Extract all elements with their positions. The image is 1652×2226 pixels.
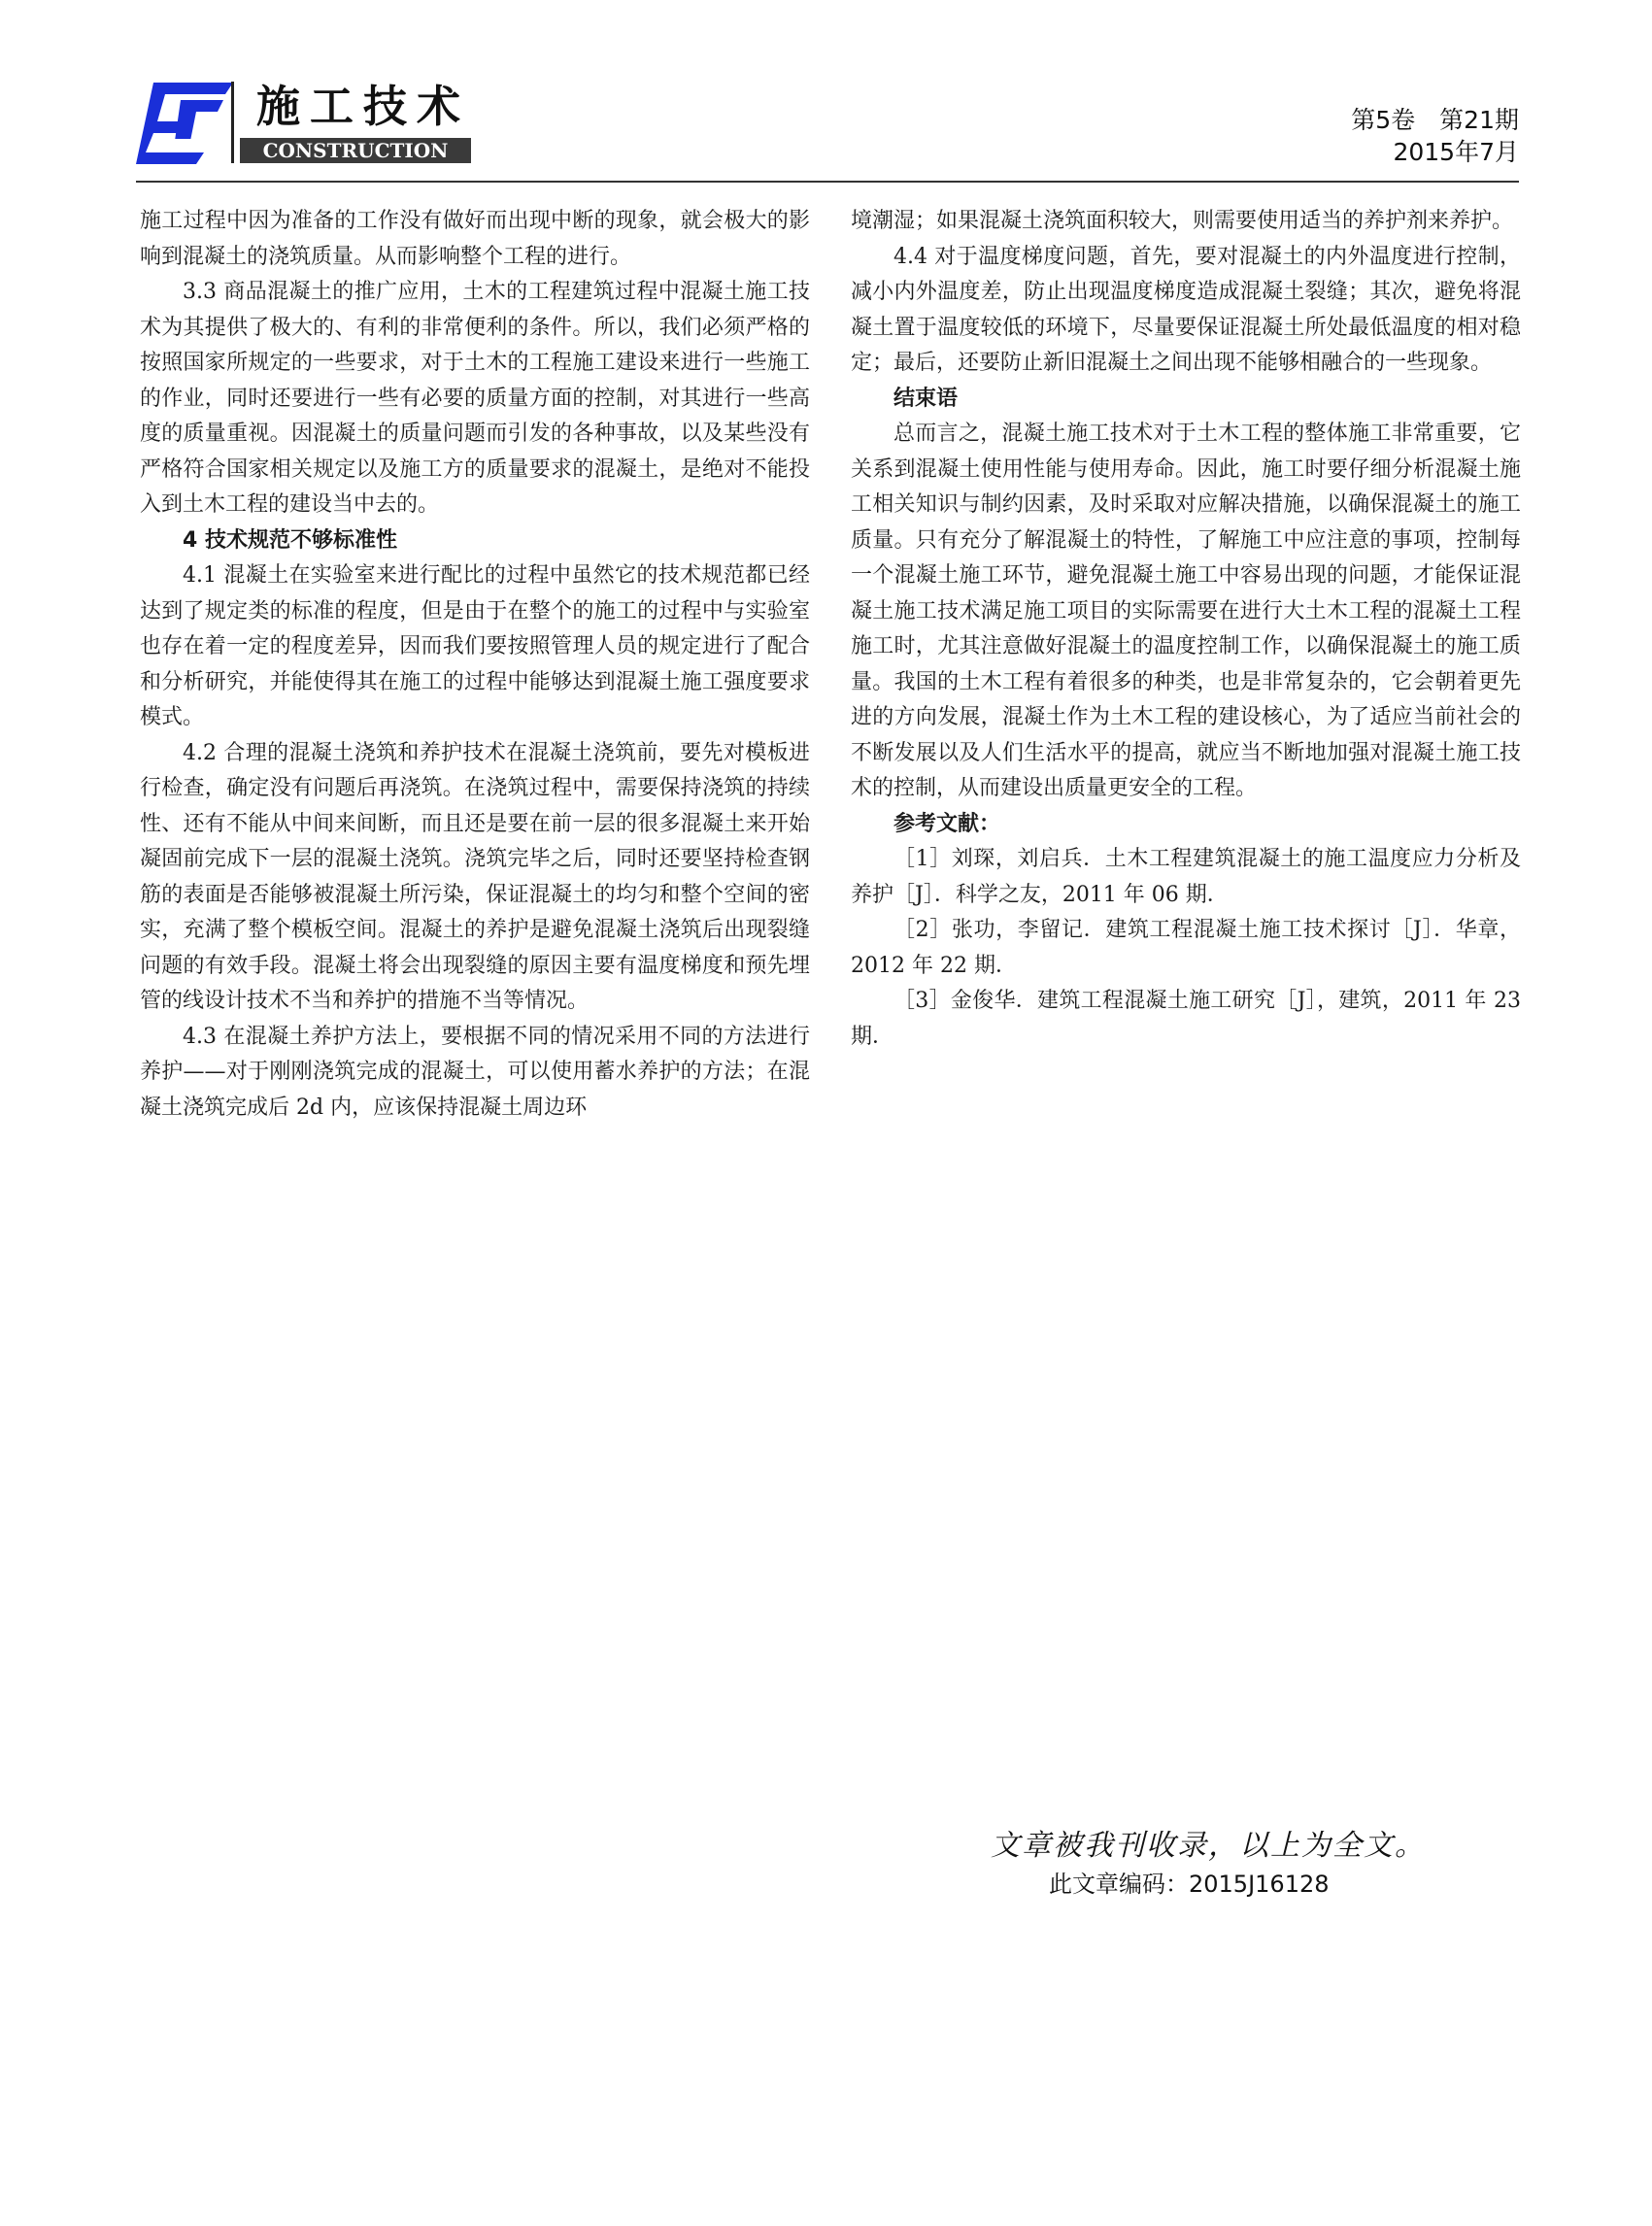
issue-info: [1351, 104, 1519, 168]
publication-date: 2015年7月: [1393, 138, 1519, 166]
header-rule: [136, 181, 1519, 183]
paragraph: 3.3 商品混凝土的推广应用，土木的工程建筑过程中混凝土施工技术为其提供了极大的、有利的非常便利的条件。所以，我们必须严格的按照国家所规定的一些要求，对于土木的工程施工建设来进行一些施工的作业，同时还要进行一些有必要的质量方面的控制，对其进行一些高度的质量重视。因混凝土的质量问题而引发的各种事故，以及某些没有严格符合国家相关规定以及施工方的质量要求的混凝土，是绝对不能投入到土木工程的建设当中去的。: [140, 280, 810, 517]
paragraph: ［3］金俊华．建筑工程混凝土施工研究［J］，建筑，2011 年 23 期．: [851, 989, 1521, 1049]
section-heading: 4 技术规范不够标准性: [183, 527, 397, 553]
right-column: [851, 204, 1521, 1055]
paragraph: ［1］刘琛，刘启兵．土木工程建筑混凝土的施工温度应力分析及养护［J］．科学之友，2011 年 06 期．: [851, 847, 1521, 907]
paragraph: ［2］张功，李留记．建筑工程混凝土施工技术探讨［J］．华章，2012 年 22 期．: [851, 918, 1521, 978]
masthead-english: CONSTRUCTION: [240, 138, 471, 163]
journal-logo: [136, 83, 233, 164]
paragraph: 4.2 合理的混凝土浇筑和养护技术在混凝土浇筑前，要先对模板进行检查，确定没有问题后再浇筑。在浇筑过程中，需要保持浇筑的持续性、还有不能从中间来间断，而且还是要在前一层的很多混凝土来开始凝固前完成下一层的混凝土浇筑。浇筑完毕之后，同时还要坚持检查钢筋的表面是否能够被混凝土所污染，保证混凝土的均匀和整个空间的密实，充满了整个模板空间。混凝土的养护是避免混凝土浇筑后出现裂缝问题的有效手段。混凝土将会出现裂缝的原因主要有温度梯度和预先埋管的线设计技术不当和养护的措施不当等情况。: [140, 740, 810, 1013]
volume-issue: 第5卷 第21期: [1351, 106, 1519, 134]
paragraph: 4.1 混凝土在实验室来进行配比的过程中虽然它的技术规范都已经达到了规定类的标准的程度，但是由于在整个的施工的过程中与实验室也存在着一定的程度差异，因而我们要按照管理人员的规定进行了配合和分析研究，并能使得其在施工的过程中能够达到混凝土施工强度要求模式。: [140, 563, 810, 729]
left-column: [140, 204, 810, 1126]
paragraph: 施工过程中因为准备的工作没有做好而出现中断的现象，就会极大的影响到混凝土的浇筑质量。从而影响整个工程的进行。: [140, 209, 810, 269]
inclusion-note: 文章被我刊收录，以上为全文。: [991, 1829, 1426, 1863]
section-heading: 参考文献：: [893, 811, 1001, 836]
masthead-title: 施工技术: [256, 81, 471, 132]
article-code: 此文章编码：2015J16128: [1049, 1871, 1330, 1898]
section-heading: 结束语: [893, 386, 959, 411]
paragraph: 4.4 对于温度梯度问题，首先，要对混凝土的内外温度进行控制，减小内外温度差，防止出现温度梯度造成混凝土裂缝；其次，避免将混凝土置于温度较低的环境下，尽量要保证混凝土所处最低温度的相对稳定；最后，还要防止新旧混凝土之间出现不能够相融合的一些现象。: [851, 244, 1521, 375]
paragraph: 总而言之，混凝土施工技术对于土木工程的整体施工非常重要，它关系到混凝土使用性能与使用寿命。因此，施工时要仔细分析混凝土施工相关知识与制约因素，及时采取对应解决措施，以确保混凝土的施工质量。只有充分了解混凝土的特性，了解施工中应注意的事项，控制每一个混凝土施工环节，避免混凝土施工中容易出现的问题，才能保证混凝土施工技术满足施工项目的实际需要在进行大土木工程的混凝土工程施工时，尤其注意做好混凝土的温度控制工作，以确保混凝土的施工质量。我国的土木工程有着很多的种类，也是非常复杂的，它会朝着更先进的方向发展，混凝土作为土木工程的建设核心，为了适应当前社会的不断发展以及人们生活水平的提高，就应当不断地加强对混凝土施工技术的控制，从而建设出质量更安全的工程。: [851, 422, 1521, 800]
paragraph: 4.3 在混凝土养护方法上，要根据不同的情况采用不同的方法进行养护——对于刚刚浇筑完成的混凝土，可以使用蓄水养护的方法；在混凝土浇筑完成后 2d 内，应该保持混凝土周边环: [140, 1024, 810, 1120]
masthead-divider: [231, 82, 234, 163]
paragraph: 境潮湿；如果混凝土浇筑面积较大，则需要使用适当的养护剂来养护。: [851, 209, 1514, 233]
